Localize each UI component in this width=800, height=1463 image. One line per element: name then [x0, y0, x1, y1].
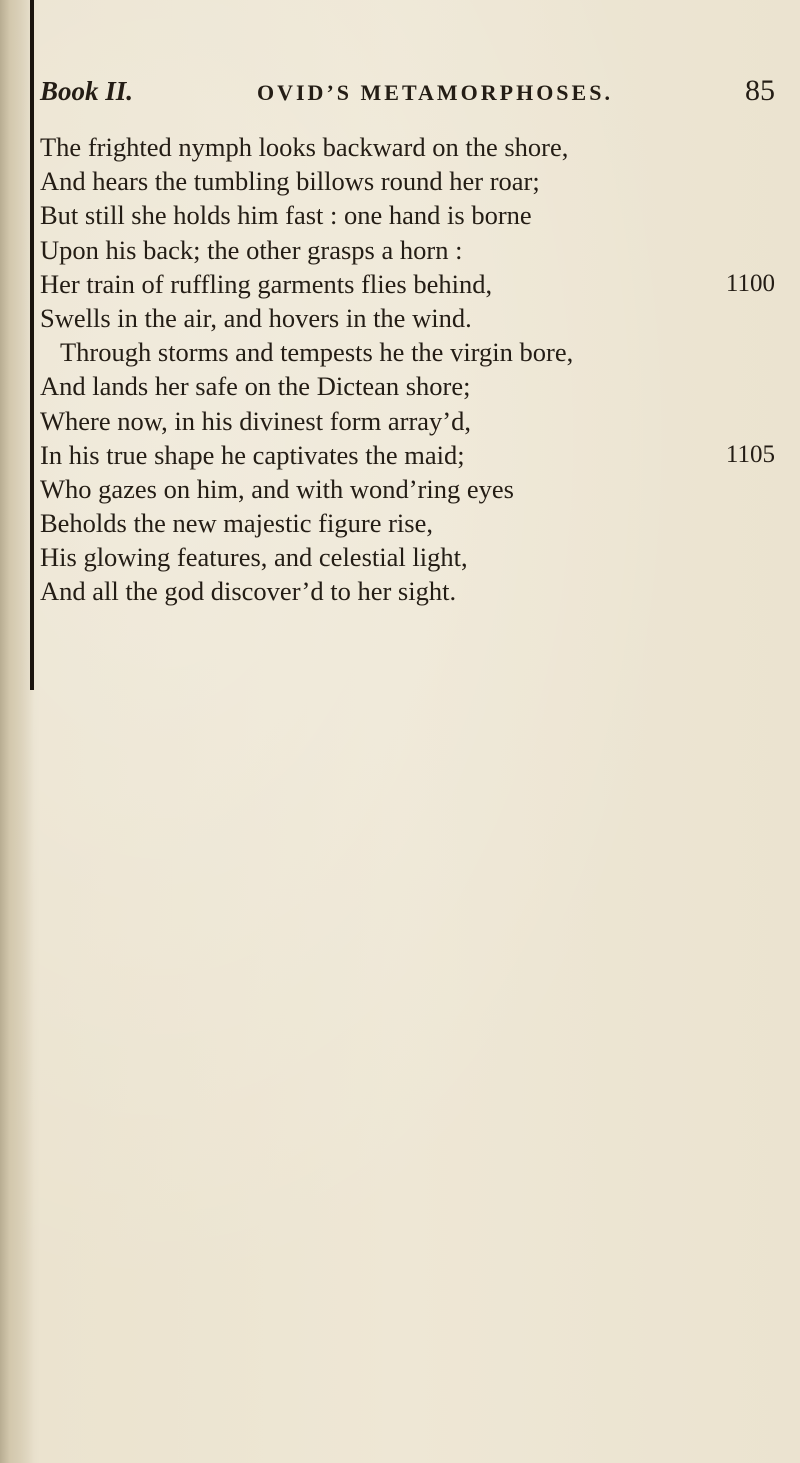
line-number: 1100	[725, 269, 775, 297]
poem-line	[40, 267, 775, 301]
poem-line-text: But still she holds him fast : one hand is borne	[40, 200, 532, 231]
running-header	[40, 76, 775, 116]
poem-line-text: Her train of ruffling garments flies behind,	[40, 268, 493, 299]
poem-line-text: Where now, in his divinest form array’d,	[40, 405, 471, 436]
poem-line-text: And hears the tumbling billows round her roar;	[40, 166, 540, 197]
poem-line	[40, 198, 775, 232]
poem-line	[40, 574, 775, 608]
poem-line-text: Upon his back; the other grasps a horn :	[40, 234, 463, 265]
poem-line-text: In his true shape he captivates the maid;	[40, 439, 465, 470]
poem-line	[40, 404, 775, 438]
poem-line	[40, 233, 775, 267]
poem-line-text: His glowing features, and celestial light,	[40, 542, 468, 573]
poem-line-text: And lands her safe on the Dictean shore;	[40, 371, 471, 402]
page-gutter-shadow	[0, 0, 34, 1463]
poem-line-text: And all the god discover’d to her sight.	[40, 576, 457, 607]
poem-line	[40, 130, 775, 164]
poem-line	[40, 301, 775, 335]
poem-line-text: Through storms and tempests he the virgin bore,	[60, 337, 574, 368]
poem-line	[40, 369, 775, 403]
poem-line-text: Who gazes on him, and with wond’ring eyes	[40, 473, 514, 504]
page-number: 85	[745, 74, 775, 107]
poem-line	[40, 472, 775, 506]
poem-line	[40, 540, 775, 574]
header-book-label: Book II.	[40, 76, 134, 106]
poem-line	[40, 335, 775, 369]
line-number: 1105	[725, 440, 775, 468]
poem-line	[40, 438, 775, 472]
poem-line	[40, 164, 775, 198]
poem-body	[40, 130, 775, 609]
poem-line-text: The frighted nymph looks backward on the shore,	[40, 132, 569, 162]
poem-line-text: Swells in the air, and hovers in the wind.	[40, 302, 472, 333]
page-gutter-edge	[30, 0, 34, 690]
poem-line	[40, 506, 775, 540]
header-title: OVID’S METAMORPHOSES.	[257, 80, 613, 105]
poem-line-text: Beholds the new majestic figure rise,	[40, 508, 433, 539]
